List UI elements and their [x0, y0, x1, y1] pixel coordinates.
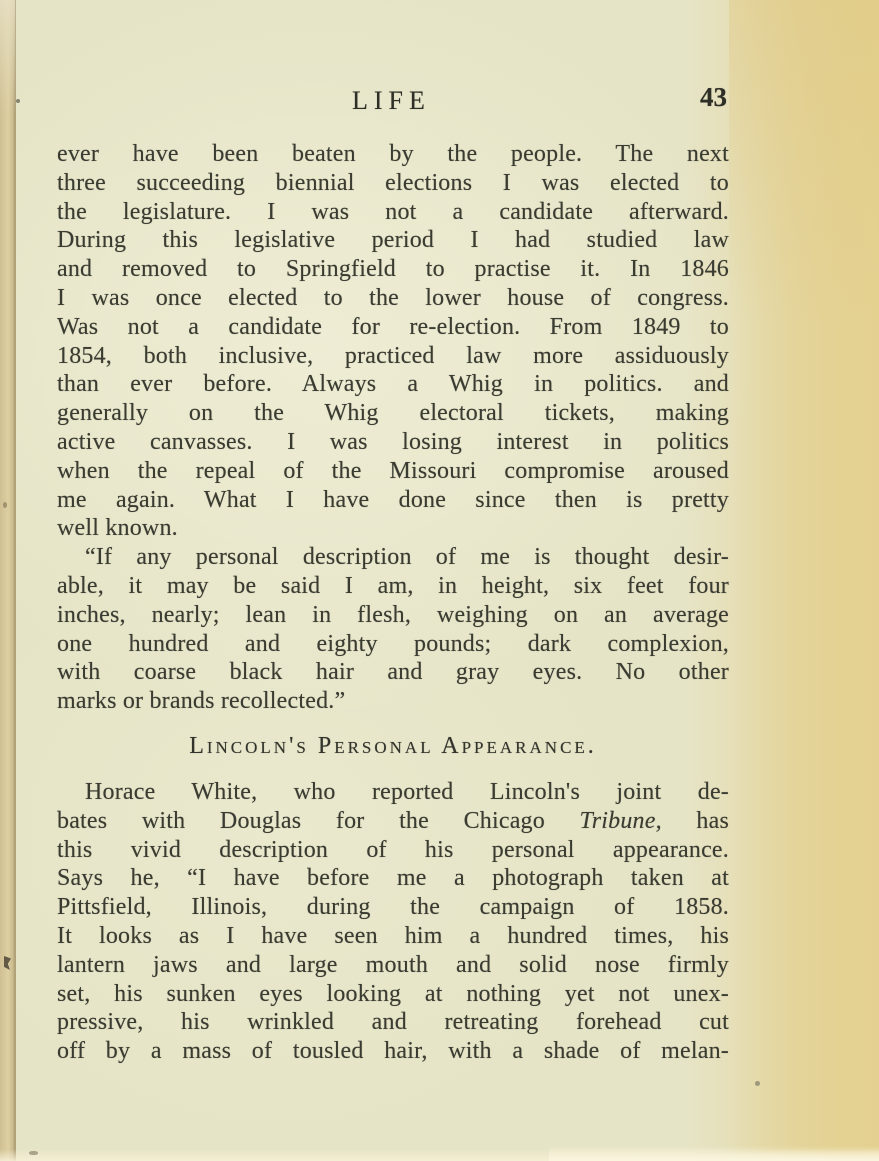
text-line: than ever before. Always a Whig in politics. and — [57, 371, 729, 398]
text-line: 1854, both inclusive, practiced law more assiduously — [57, 342, 729, 369]
text-segment: has — [661, 807, 729, 834]
text-line: and removed to Springfield to practise it. In 1846 — [57, 256, 729, 283]
page-edge-left — [0, 0, 16, 1161]
text-line: Was not a candidate for re-election. From 1849 to — [57, 313, 729, 340]
text-line: inches, nearly; lean in flesh, weighing on an average — [57, 601, 729, 628]
text-line: me again. What I have done since then is pretty — [57, 486, 729, 513]
paper-speck — [16, 99, 20, 103]
paper-speck — [29, 1151, 38, 1155]
text-line: three succeeding biennial elections I was elected to — [57, 169, 729, 196]
text-line: off by a mass of tousled hair, with a shade of melan- — [57, 1038, 729, 1065]
text-line: active canvasses. I was losing interest in politics — [57, 428, 729, 455]
text-line: ever have been beaten by the people. The next — [57, 141, 729, 167]
text-line: generally on the Whig electoral tickets, making — [57, 400, 729, 427]
text-line: marks or brands recollected.” — [57, 688, 346, 715]
text-line: During this legislative period I had studied law — [57, 227, 729, 254]
text-line: able, it may be said I am, in height, six feet four — [57, 572, 729, 599]
page-number: 43 — [700, 82, 727, 112]
text-line: the legislature. I was not a candidate afterward. — [57, 198, 729, 225]
text-line: well known. — [57, 515, 178, 542]
text-line: I was once elected to the lower house of congress. — [57, 284, 729, 311]
text-block — [57, 140, 729, 1066]
paragraph — [57, 543, 729, 716]
text-line: pressive, his wrinkled and retreating forehead cut — [57, 1009, 729, 1036]
paragraph — [57, 778, 729, 1066]
text-line — [57, 807, 729, 836]
text-line: set, his sunken eyes looking at nothing yet not unex- — [57, 980, 729, 1007]
text-line: this vivid description of his personal appearance. — [57, 836, 729, 863]
running-head — [57, 82, 729, 118]
text-line: with coarse black hair and gray eyes. No other — [57, 659, 729, 686]
italic-text: Tribune, — [579, 807, 662, 834]
paragraph — [57, 140, 729, 543]
text-line: when the repeal of the Missouri compromise aroused — [57, 457, 729, 484]
text-segment: bates with Douglas for the Chicago — [57, 807, 580, 834]
page-edge-right — [729, 0, 879, 1161]
page-title: LIFE — [351, 86, 431, 115]
text-line: “If any personal description of me is thought desir- — [85, 544, 729, 571]
paper-speck — [3, 502, 7, 508]
text-line: Says he, “I have before me a photograph taken at — [57, 865, 729, 892]
paper-speck — [755, 1081, 760, 1086]
text-line: one hundred and eighty pounds; dark complexion, — [57, 630, 729, 657]
text-line: lantern jaws and large mouth and solid nose firmly — [57, 951, 729, 978]
section-heading: Lincoln's Personal Appearance. — [189, 732, 597, 759]
text-line: Horace White, who reported Lincoln's joint de- — [85, 778, 729, 805]
text-line: It looks as I have seen him a hundred times, his — [57, 922, 729, 949]
text-line: Pittsfield, Illinois, during the campaign of 1858. — [57, 894, 729, 921]
page-edge-bottom-right — [549, 1144, 879, 1161]
